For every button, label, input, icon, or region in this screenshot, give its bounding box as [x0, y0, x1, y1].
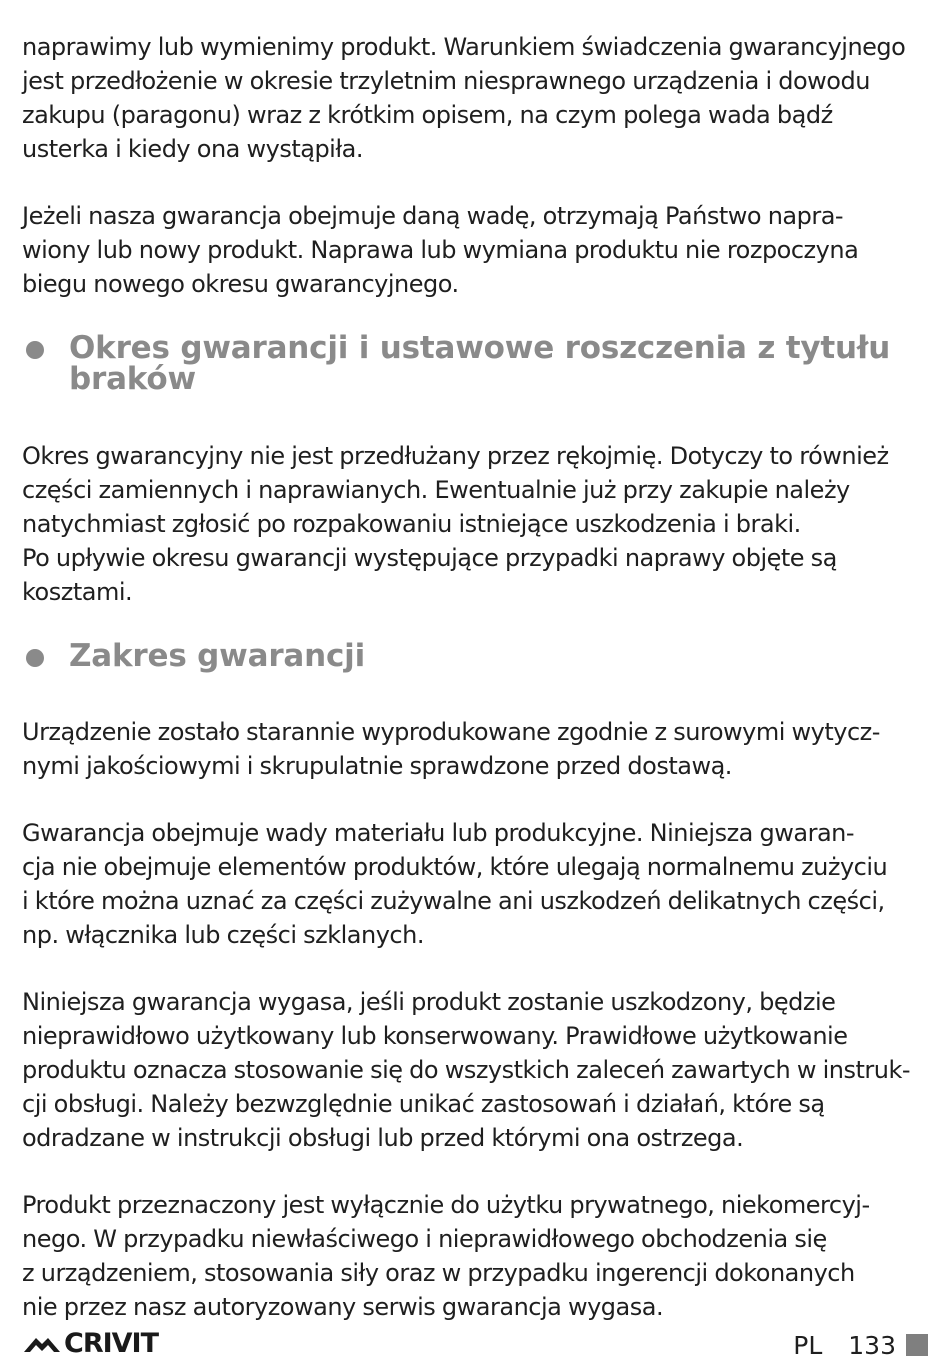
paragraph-manufacturing-quality: Urządzenie zostało starannie wyprodukowane zgodnie z surowymi wytycz- nymi jakościowymi i skrupulatnie sprawdzone przed dostawą. [22, 718, 880, 780]
paragraph-material-defects: Gwarancja obejmuje wady materiału lub produkcyjne. Niniejsza gwaran- cja nie obejmuje elementów produktów, które ulegają normalnemu zużyciu i które można uznać za części zużywalne ani uszkodzeń delikatnych części, np. włącznika lub części szklanych. [22, 819, 888, 949]
brand-name: CRIVIT [64, 1328, 159, 1359]
section-heading-warranty-period: Okres gwarancji i ustawowe roszczenia z tytułu braków [22, 333, 928, 395]
section-heading-warranty-scope: Zakres gwarancji [22, 641, 928, 672]
bullet-icon [26, 649, 44, 667]
paragraph-warranty-expiry: Niniejsza gwarancja wygasa, jeśli produkt zostanie uszkodzony, będzie nieprawidłowo użytkowany lub konserwowany. Prawidłowe użytkowanie produktu oznacza stosowanie się do wszystkich zaleceń zawartych w instruk- cji obsługi. Należy bezwzględnie unikać zastosowań i działań, które są odradzane w instrukcji obsługi lub przed którymi ona ostrzega. [22, 988, 911, 1152]
paragraph-warranty-period: Okres gwarancyjny nie jest przedłużany przez rękojmię. Dotyczy to również części zamiennych i naprawianych. Ewentualnie już przy zakupie należy natychmiast zgłosić po rozpakowaniu istniejące uszkodzenia i braki. Po upływie okresu gwarancji występujące przypadki naprawy objęte są kosztami. [22, 442, 889, 606]
paragraph-private-use: Produkt przeznaczony jest wyłącznie do użytku prywatnego, niekomercyj- nego. W przypadku niewłaściwego i nieprawidłowego obchodzenia się z urządzeniem, stosowania siły oraz w przypadku ingerencji dokonanych nie przez nasz autoryzowany serwis gwarancja wygasa. [22, 1191, 870, 1321]
bullet-icon [26, 341, 44, 359]
paragraph-repair-conditions: naprawimy lub wymienimy produkt. Warunkiem świadczenia gwarancyjnego jest przedłożenie w okresie trzyletnim niesprawnego urządzenia i dowodu zakupu (paragonu) wraz z krótkim opisem, na czym polega wada bądź usterka i kiedy ona wystąpiła. [22, 33, 906, 163]
language-code: PL [793, 1330, 823, 1360]
page-footer [22, 1330, 928, 1360]
page-marker-square-icon [906, 1334, 928, 1356]
manual-page-content [22, 30, 928, 1324]
crivit-logo-icon [22, 1332, 62, 1356]
page-number: 133 [848, 1330, 896, 1360]
paragraph-warranty-coverage: Jeżeli nasza gwarancja obejmuje daną wadę, otrzymają Państwo napra- wiony lub nowy produkt. Naprawa lub wymiana produktu nie rozpoczyna biegu nowego okresu gwarancyjnego. [22, 202, 859, 298]
brand-logo [22, 1330, 158, 1358]
page-info [793, 1330, 928, 1360]
